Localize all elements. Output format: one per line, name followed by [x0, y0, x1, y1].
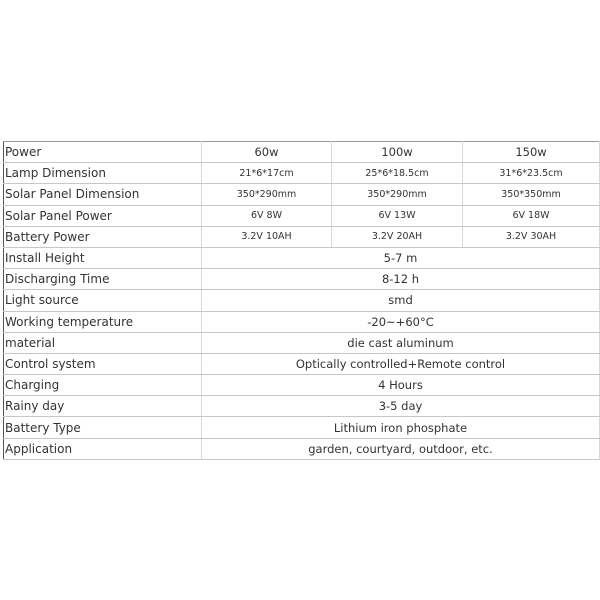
row-label: Install Height [4, 247, 202, 268]
row-value: 6V 18W [463, 205, 600, 226]
row-value: 31*6*23.5cm [463, 163, 600, 184]
row-value: 25*6*18.5cm [332, 163, 463, 184]
row-label: Battery Power [4, 226, 202, 247]
spec-table [3, 141, 600, 460]
table-row [4, 353, 600, 374]
row-value: 3.2V 20AH [332, 226, 463, 247]
table-row [4, 184, 600, 205]
row-label: Solar Panel Dimension [4, 184, 202, 205]
row-label: Battery Type [4, 417, 202, 438]
row-value: 350*350mm [463, 184, 600, 205]
row-value: 4 Hours [202, 375, 600, 396]
row-value: 350*290mm [202, 184, 332, 205]
row-label: Charging [4, 375, 202, 396]
row-value: die cast aluminum [202, 332, 600, 353]
row-value: -20~+60°C [202, 311, 600, 332]
row-value: 3.2V 10AH [202, 226, 332, 247]
row-value: smd [202, 290, 600, 311]
table-row [4, 247, 600, 268]
row-value: garden, courtyard, outdoor, etc. [202, 438, 600, 459]
table-row [4, 375, 600, 396]
table-row [4, 438, 600, 459]
model-60w: 60w [202, 142, 332, 163]
row-value: Optically controlled+Remote control [202, 353, 600, 374]
table-row [4, 396, 600, 417]
table-row [4, 290, 600, 311]
table-row [4, 269, 600, 290]
row-label: Control system [4, 353, 202, 374]
row-value: 3-5 day [202, 396, 600, 417]
row-value: Lithium iron phosphate [202, 417, 600, 438]
row-value: 6V 13W [332, 205, 463, 226]
row-value: 5-7 m [202, 247, 600, 268]
row-label: Rainy day [4, 396, 202, 417]
row-value: 8-12 h [202, 269, 600, 290]
spec-table-body [4, 142, 600, 460]
row-label: material [4, 332, 202, 353]
row-label: Solar Panel Power [4, 205, 202, 226]
model-100w: 100w [332, 142, 463, 163]
row-value: 350*290mm [332, 184, 463, 205]
table-row [4, 163, 600, 184]
table-row [4, 417, 600, 438]
row-label: Lamp Dimension [4, 163, 202, 184]
model-150w: 150w [463, 142, 600, 163]
row-value: 21*6*17cm [202, 163, 332, 184]
row-label: Working temperature [4, 311, 202, 332]
table-row [4, 332, 600, 353]
table-header-row [4, 142, 600, 163]
row-value: 6V 8W [202, 205, 332, 226]
row-label: Discharging Time [4, 269, 202, 290]
header-label: Power [4, 142, 202, 163]
row-value: 3.2V 30AH [463, 226, 600, 247]
row-label: Application [4, 438, 202, 459]
table-row [4, 205, 600, 226]
table-row [4, 311, 600, 332]
table-row [4, 226, 600, 247]
row-label: Light source [4, 290, 202, 311]
